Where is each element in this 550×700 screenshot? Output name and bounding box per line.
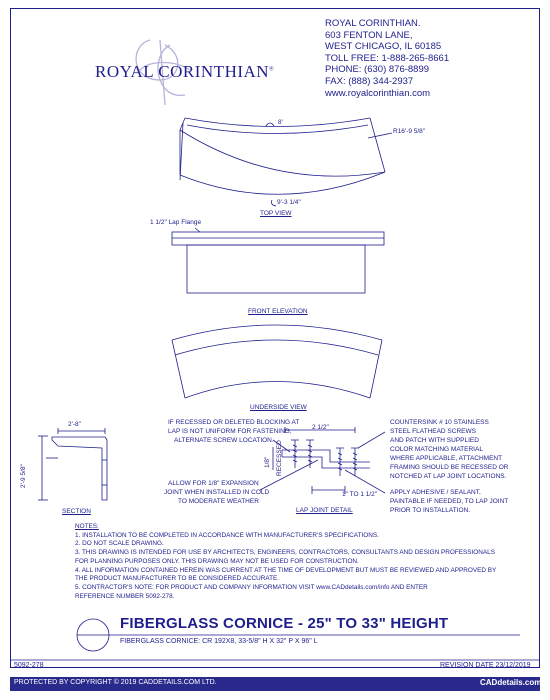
lap-note-right-1: COUNTERSINK # 10 STAINLESS	[390, 419, 489, 426]
company-phone: PHONE: (630) 876-8899	[325, 64, 430, 76]
underside-view-label: UNDERSIDE VIEW	[250, 404, 307, 411]
company-website[interactable]: www.royalcorinthian.com	[325, 87, 431, 99]
top-center-arc-mark	[266, 123, 274, 126]
note-item: 5. CONTRACTOR'S NOTE: FOR PRODUCT AND COMPANY INFORMATION VISIT www.CADdetails.com/info AND ENTER	[75, 583, 428, 591]
company-address-1: 603 FENTON LANE,	[325, 29, 413, 41]
lap-note-right-4: COLOR MATCHING MATERIAL	[390, 446, 483, 453]
note-item: 4. ALL INFORMATION CONTAINED HEREIN WAS CURRENT AT THE TIME OF DEVELOPMENT BUT MUST BE REVIEWED AND APPROVED BY	[75, 566, 497, 574]
notes-heading: NOTES:	[75, 523, 99, 530]
lap-note-right-3: AND PATCH WITH SUPPLIED	[390, 437, 479, 444]
section-dim-height: 2'-9 5/8"	[20, 464, 27, 488]
radius-leader	[368, 133, 392, 138]
lap-note-adhesive-1: APPLY ADHESIVE / SEALANT,	[390, 489, 481, 496]
lap-flange-label: 1 1/2" Lap Flange	[150, 219, 202, 226]
company-name: ROYAL CORINTHIAN.	[325, 18, 421, 29]
lap-dim-bottom: 1" TO 1 1/2"	[342, 491, 378, 498]
lap-recessed: RECESSED	[276, 440, 283, 476]
lap-note-expansion-1: ALLOW FOR 1/8" EXPANSION	[168, 480, 259, 487]
lap-dim-top: 2 1/2"	[312, 424, 329, 431]
drawing-title: FIBERGLASS CORNICE - 25" TO 33" HEIGHT	[120, 615, 449, 632]
notes-block	[75, 523, 496, 601]
lap-joint-label: LAP JOINT DETAIL	[296, 507, 353, 514]
top-view-radius: R16'-9 5/8"	[393, 128, 426, 135]
lap-note-right-6: FRAMING SHOULD BE RECESSED OR	[390, 464, 509, 471]
lap-note-expansion-2: JOINT WHEN INSTALLED IN COLD	[164, 489, 270, 496]
top-view-label: TOP VIEW	[260, 210, 292, 217]
front-elevation-shape	[172, 228, 384, 293]
company-address-2: WEST CHICAGO, IL 60185	[325, 41, 442, 53]
note-item: 2. DO NOT SCALE DRAWING.	[75, 540, 164, 548]
note-item: 1. INSTALLATION TO BE COMPLETED IN ACCORDANCE WITH MANUFACTURER'S SPECIFICATIONS.	[75, 531, 379, 539]
drawing-subtitle: FIBERGLASS CORNICE: CR 192X8, 33-5/8" H X 32" P X 96" L	[120, 638, 318, 645]
lap-note-left-1: IF RECESSED OR DELETED BLOCKING AT	[168, 419, 300, 426]
company-logo: ROYAL CORINTHIAN®	[95, 62, 275, 81]
top-view-dim-top: 8'	[278, 119, 283, 126]
bottom-center-arc-mark	[272, 200, 277, 206]
section-shape	[38, 428, 107, 500]
lap-note-adhesive-3: PRIOR TO INSTALLATION.	[390, 507, 471, 514]
caddetails-brand[interactable]: CADdetails.com	[480, 678, 542, 687]
lap-note-expansion-3: TO MODERATE WEATHER	[178, 498, 259, 505]
reference-number: 5092-278	[14, 662, 44, 669]
lap-note-adhesive-2: PAINTABLE IF NEEDED, TO LAP JOINT	[390, 498, 509, 505]
front-elevation-label: FRONT ELEVATION	[248, 308, 308, 315]
section-label: SECTION	[62, 508, 91, 515]
lap-dim-side: 1/8"	[264, 456, 271, 468]
top-view-shape	[180, 118, 385, 194]
copyright-text: PROTECTED BY COPYRIGHT © 2019 CADDETAILS.COM LTD.	[14, 679, 217, 686]
top-view-dim-bottom: 9'-3 1/4"	[277, 199, 301, 206]
note-item: FOR PLANNING PURPOSES ONLY. THIS DRAWING MAY NOT BE USED FOR CONSTRUCTION.	[75, 557, 359, 565]
lap-note-left-3: ALTERNATE SCREW LOCATION.	[174, 437, 274, 444]
lap-note-right-5: WHERE APPLICABLE, ATTACHMENT	[390, 455, 503, 462]
company-fax: FAX: (888) 344-2937	[325, 75, 414, 87]
lap-note-right-7: NOTCHED AT LAP JOINT LOCATIONS.	[390, 473, 507, 480]
revision-date: REVISION DATE 23/12/2019	[440, 662, 531, 669]
note-item: THE PRODUCT MANUFACTURER TO BE CONSIDERED ACCURATE.	[75, 575, 280, 583]
note-item: REFERENCE NUMBER 5092-278.	[75, 592, 175, 600]
section-dim-width: 2'-8"	[68, 421, 81, 428]
company-info	[325, 18, 449, 99]
company-toll-free: TOLL FREE: 1-888-265-8661	[325, 52, 450, 64]
lap-note-left-2: LAP IS NOT UNIFORM FOR FASTENING,	[168, 428, 292, 435]
lap-note-right-2: STEEL FLATHEAD SCREWS	[390, 428, 476, 435]
underside-view-shape	[172, 325, 382, 398]
note-item: 3. THIS DRAWING IS INTENDED FOR USE BY ARCHITECTS, ENGINEERS, CONTRACTORS, CONSULTANTS AND DESIGN PROFESSIONALS	[75, 549, 495, 557]
